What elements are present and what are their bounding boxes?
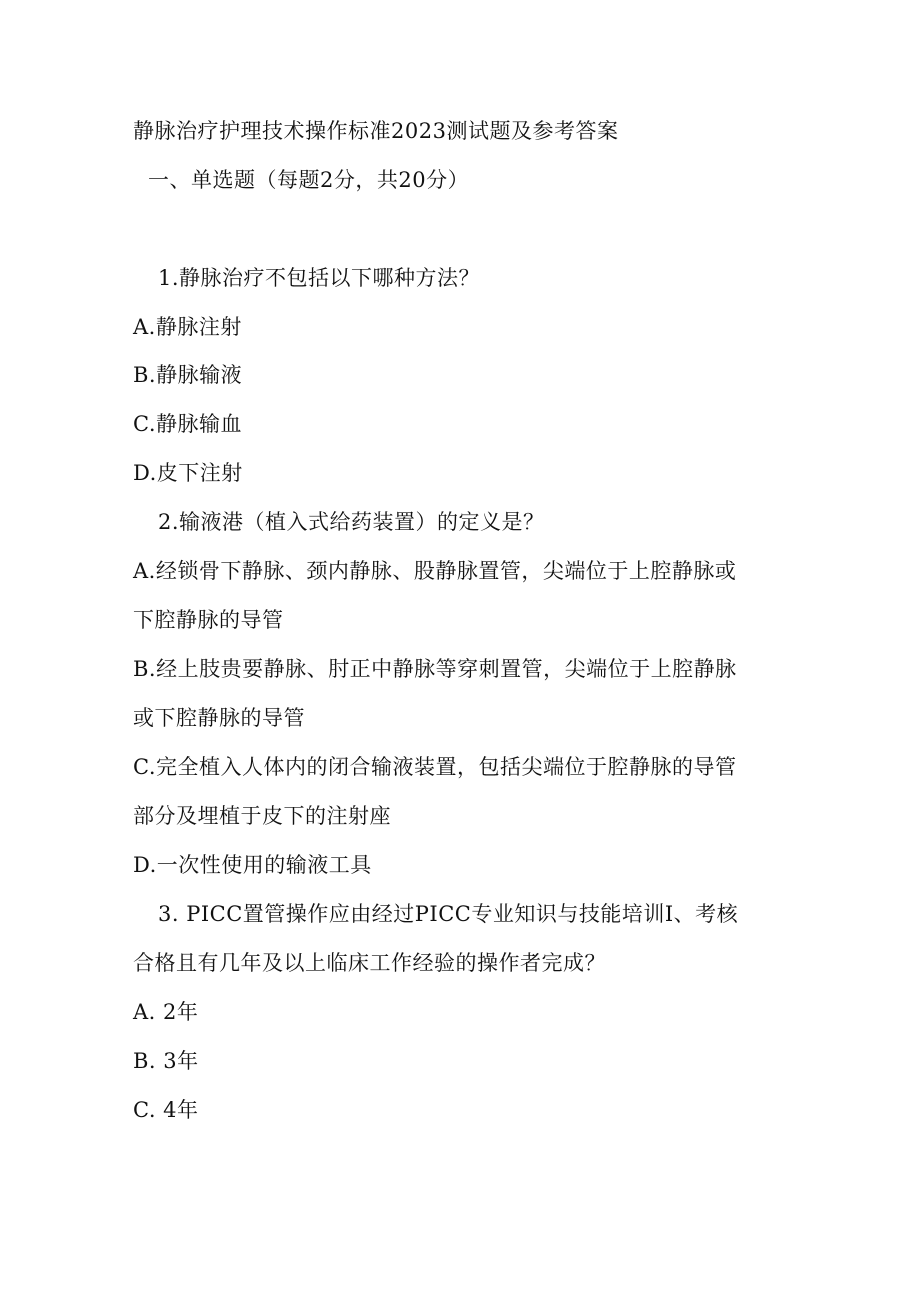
question-2-option-d: D.一次性使用的输液工具 — [133, 853, 372, 877]
question-3-option-a: A. 2年 — [133, 1000, 199, 1024]
question-1-option-b: B.静脉输液 — [133, 363, 243, 387]
section-heading: 一、单选题（每题2分，共20分） — [148, 168, 470, 192]
question-2-stem: 2.输液港（植入式给药装置）的定义是？ — [158, 510, 545, 534]
question-2-option-a-line2: 下腔静脉的导管 — [133, 608, 284, 632]
question-2-option-c-line1: C.完全植入人体内的闭合输液装置，包括尖端位于腔静脉的导管 — [133, 755, 737, 779]
question-2-option-a-line1: A.经锁骨下静脉、颈内静脉、股静脉置管，尖端位于上腔静脉或 — [133, 559, 737, 583]
question-1-option-a: A.静脉注射 — [133, 315, 242, 339]
document-title: 静脉治疗护理技术操作标准2023测试题及参考答案 — [133, 119, 619, 143]
question-3-option-b: B. 3年 — [133, 1049, 199, 1073]
question-2-option-b-line1: B.经上肢贵要静脉、肘正中静脉等穿刺置管，尖端位于上腔静脉 — [133, 657, 737, 681]
question-2-option-c-line2: 部分及埋植于皮下的注射座 — [133, 804, 391, 828]
question-2-option-b-line2: 或下腔静脉的导管 — [133, 706, 305, 730]
question-3-stem-line2: 合格且有几年及以上临床工作经验的操作者完成？ — [133, 951, 606, 975]
question-3-stem-line1: 3. PICC置管操作应由经过PICC专业知识与技能培训I、考核 — [158, 902, 739, 926]
question-1-stem: 1.静脉治疗不包括以下哪种方法？ — [158, 266, 481, 290]
question-1-option-d: D.皮下注射 — [133, 461, 243, 485]
question-1-option-c: C.静脉输血 — [133, 412, 242, 436]
question-3-option-c: C. 4年 — [133, 1098, 199, 1122]
